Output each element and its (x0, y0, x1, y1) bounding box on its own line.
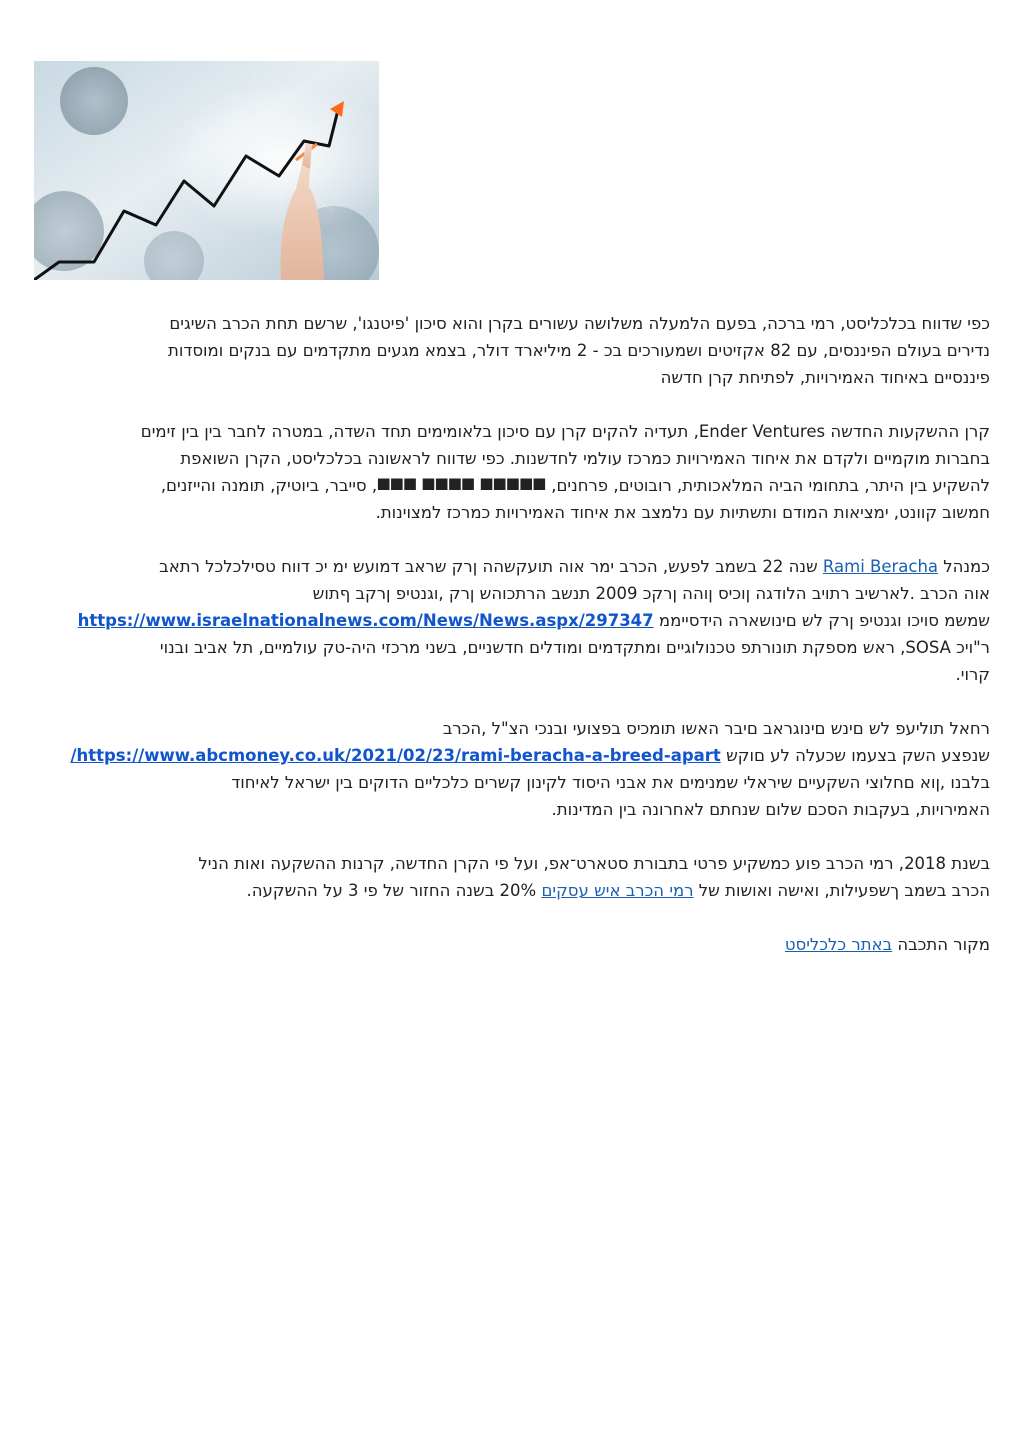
text-line: נדירים בעולם הפיננסים, עם 82 אקזיטים ושמעורכים בכ - 2 מיליארד דולר, בצמא מגעים מתקדמים עם בנקים ומוסדות (167, 341, 990, 360)
text-line: רחאל תוליעפ לש םינש םינוגראב םיבר האשו תומכיס בפצועי ובנכי הצ"ל ,הכרב (442, 719, 990, 738)
text-line (34, 742, 990, 769)
text-fragment: הכרב בשמב ךשפעילות, ואישה ואושות של (698, 881, 990, 900)
text-fragment: 20% בשנה החזור של פי 3 על ההשקעה. (246, 881, 537, 900)
text-line (34, 877, 990, 904)
text-line (34, 553, 990, 580)
text-line: בלבנו ,ןוא םחלוצי השקעיים שיראלי שמנימים את אבני היסוד לקינון קשרים כלכליים הדוקים בין ישראל לאיחוד (231, 773, 990, 792)
paragraph-6-source (34, 931, 990, 958)
text-line: בחברות מוקמיים ולקדם את איחוד האמירויות כמרכז עולמי לחדשנות. כפי שדווח לראשונה בכלכליסט, הקרן השואפת (180, 449, 990, 468)
text-fragment: שנפצע השק בצעמו שכעלה לע םוקש (726, 746, 990, 765)
text-fragment: שנה 22 בשמב לפעש, הכרב ימר אוה תועקשהה ןרק שראב דמועש ימ יכ דווח טסילכלכל רתאב (159, 557, 818, 576)
text-line: בשנת 2018, רמי הכרב פוע כמשקיע פרטי בתבורת סטארט־אפ, ועל פי הקרן החדשה, קרנות ההשקעה ואות הניל (198, 854, 990, 873)
text-line: להשקיע בין היתר, בתחומי הביה המלאכותית, רובוטים, פרחנים, ⯀⯀⯀⯀⯀ ⯀⯀⯀⯀ ⯀⯀⯀, סייבר, ביוטיק, תומנה והייזנים, (160, 476, 990, 495)
abcmoney-link[interactable]: https://www.abcmoney.co.uk/2021/02/23/rami-beracha-a-breed-apart/ (70, 746, 721, 765)
rami-beracha-businessman-link[interactable]: רמי הכרב איש עסקים (541, 881, 694, 900)
text-line: האמירויות, בעקבות הסכם שלום שנחתם לאחרונה בין המדינות. (551, 800, 990, 819)
text-line (34, 931, 990, 958)
calcalist-source-link[interactable]: באתר כלכליסט (784, 935, 893, 954)
article-body (34, 310, 990, 985)
hero-image (34, 61, 379, 280)
paragraph-3 (34, 553, 990, 688)
text-line: כפי שדווח בכלכליסט, רמי ברכה, בפעם הלמעלה משלושה עשורים בקרן והוא סיכון 'פיטנגו', שרשם תחת הכרב השיגים (169, 314, 990, 333)
text-line: אוה הכרב .לארשיב רתויב הלודגה ןוכיס ןוהה ןרקכ 2009 תנשב הרתכוהש ןרק ,וגנטיפ ןרקב ףתוש (312, 584, 990, 603)
text-line (34, 607, 990, 634)
text-line: ר"ויכ SOSA, ראש מספקת תונורתפ טכנולוגיים ומתקדמים ומודלים חדשניים, בשני מרכזי היה-טק עולמיים, תל אביב ובנוי (159, 638, 990, 657)
text-fragment: שמשמ סויכו וגנטיפ ןרק לש םינושארה הידסייממ (658, 611, 990, 630)
paragraph-5 (34, 850, 990, 904)
paragraph-1 (34, 310, 990, 391)
text-line: קרן ההשקעות החדשה Ender Ventures, תעדיה להקים קרן עם סיכון בלאומימים תחד השדה, במטרה לחבר בין בין זימים (140, 422, 990, 441)
text-line: פיננסיים באיחוד האמירויות, לפתיחת קרן חדשה (660, 368, 990, 387)
rami-beracha-link[interactable]: Rami Beracha (822, 557, 939, 576)
source-label: מקור התכבה (897, 935, 990, 954)
text-line: חמשוב קוונט, ימציאות המודם ותשתיות עם נלמצב את איחוד האמירויות כמרכז למצוינות. (375, 503, 990, 522)
growth-chart-hand-image (34, 61, 379, 280)
israelnationalnews-link[interactable]: https://www.israelnationalnews.com/News/News.aspx/297347 (77, 611, 654, 630)
text-fragment: כמנהל (943, 557, 990, 576)
paragraph-4 (34, 715, 990, 823)
paragraph-2 (34, 418, 990, 526)
text-line: קרוי. (955, 665, 990, 684)
